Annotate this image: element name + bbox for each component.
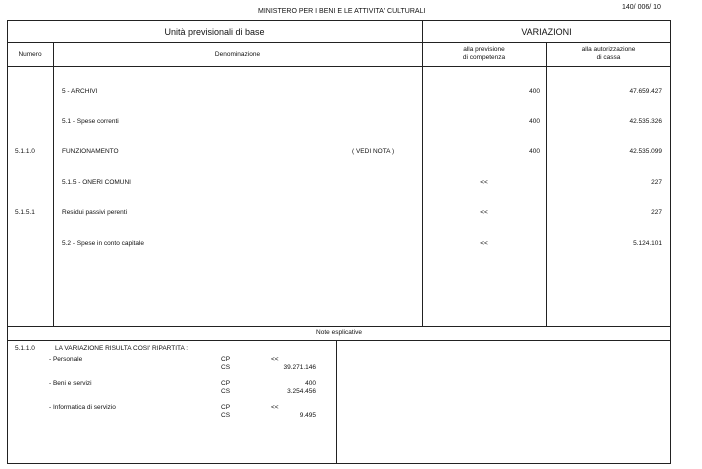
row-cassa: 227 [651,179,662,186]
note-item-cs-label: CS [221,388,231,395]
row-competenza: 400 [529,118,540,125]
note-item-label: - Beni e servizi [49,380,92,387]
header-divider [7,42,671,43]
note-heading: LA VARIAZIONE RISULTA COSI' RIPARTITA : [55,345,189,352]
row-denominazione: 5.1.5 - ONERI COMUNI [62,179,131,186]
note-item-cp-value: 400 [305,380,316,387]
row-competenza: << [480,209,488,216]
body-bottom-divider [7,326,671,327]
subheader-divider [7,66,671,67]
note-item-cp-value: << [271,404,279,411]
row-cassa: 42.535.099 [629,148,662,155]
row-cassa: 47.659.427 [629,88,662,95]
note-item-label: - Informatica di servizio [49,404,116,411]
row-nota-reference: ( VEDI NOTA ) [352,148,395,155]
ministry-title: MINISTERO PER I BENI E LE ATTIVITA' CULTURALI [258,8,426,15]
row-denominazione: 5 - ARCHIVI [62,88,98,95]
row-competenza: 400 [529,148,540,155]
note-title-divider [7,340,671,341]
row-denominazione: 5.1 - Spese correnti [62,118,119,125]
page-reference: 140/ 006/ 10 [622,4,661,11]
note-item-label: - Personale [49,356,83,363]
row-cassa: 227 [651,209,662,216]
row-cassa: 42.535.326 [629,118,662,125]
col-denominazione-header: Denominazione [214,51,261,58]
col-competenza-header-2: di competenza [462,54,506,61]
upb-title: Unità previsionali di base [164,27,265,37]
note-item-cs-value: 39.271.146 [283,364,316,371]
note-item-cp-label: CP [221,356,231,363]
note-split-divider [336,340,337,464]
row-competenza: << [480,240,488,247]
col-competenza-header-1: alla previsione [463,46,505,53]
row-denominazione: FUNZIONAMENTO [62,148,119,155]
row-numero: 5.1.5.1 [15,209,35,216]
note-item-cs-value: 3.254.456 [287,388,316,395]
row-competenza: 400 [529,88,540,95]
note-item-cp-label: CP [221,380,231,387]
row-numero: 5.1.1.0 [15,148,35,155]
col-cassa-header-1: alla autorizzazione [581,46,636,53]
note-item-cs-value: 9.495 [299,412,316,419]
note-item-cs-label: CS [221,412,231,419]
col-cassa-header-2: di cassa [596,54,621,61]
note-item-cp-value: << [271,356,279,363]
note-item-cp-label: CP [221,404,231,411]
note-numero: 5.1.1.0 [15,345,35,352]
numero-column-divider [53,42,54,326]
variazioni-title: VARIAZIONI [521,27,572,37]
row-denominazione: 5.2 - Spese in conto capitale [62,240,145,247]
variazioni-divider [422,20,423,326]
row-competenza: << [480,179,488,186]
note-title: Note esplicative [316,329,362,336]
row-denominazione: Residui passivi perenti [62,209,128,216]
col-numero-header: Numero [18,51,42,58]
row-cassa: 5.124.101 [633,240,662,247]
note-item-cs-label: CS [221,364,231,371]
